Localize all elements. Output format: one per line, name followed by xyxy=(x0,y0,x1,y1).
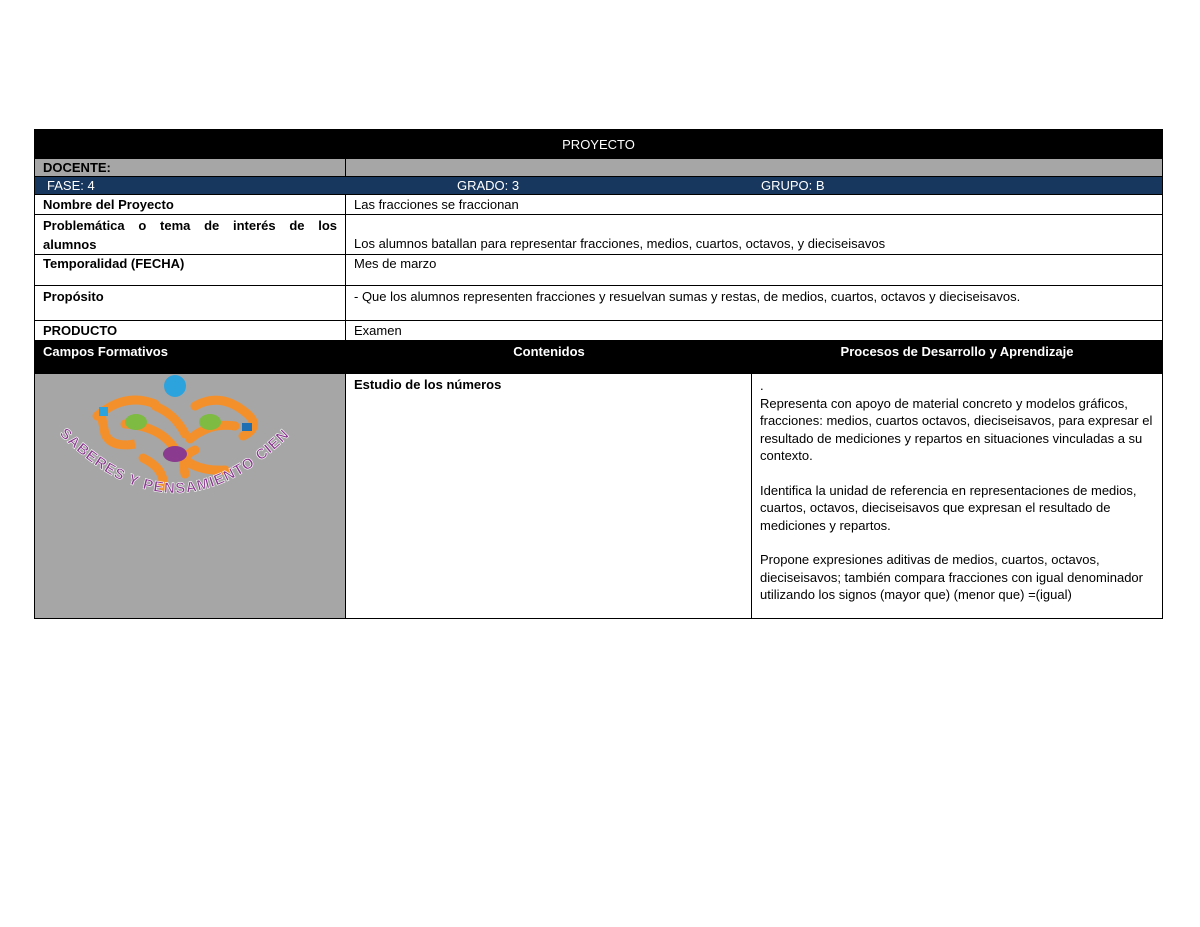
procesos-cell xyxy=(752,374,1162,618)
docente-row xyxy=(35,159,1162,177)
main-row xyxy=(35,374,1162,618)
campo-formativo-logo-icon xyxy=(35,374,346,618)
col-contenidos: Contenidos xyxy=(513,344,585,359)
temporalidad-label: Temporalidad (FECHA) xyxy=(35,255,346,285)
col-procesos: Procesos de Desarrollo y Aprendizaje xyxy=(840,344,1074,359)
proposito-value: - Que los alumnos representen fracciones y resuelvan sumas y restas, de medios, cuartos, octavos y dieciseisavos. xyxy=(354,289,1021,304)
problematica-value: Los alumnos batallan para representar fracciones, medios, cuartos, octavos, y dieciseisavos xyxy=(354,236,886,251)
temporalidad-row xyxy=(35,255,1162,286)
problematica-label: Problemática o tema de interés de los alumnos xyxy=(35,215,346,254)
grado-label: GRADO: 3 xyxy=(457,178,520,193)
page-title: PROYECTO xyxy=(562,136,635,152)
producto-value: Examen xyxy=(354,323,402,338)
col-campos-formativos: Campos Formativos xyxy=(43,344,168,359)
procesos-dot: . xyxy=(760,378,764,393)
nombre-value: Las fracciones se fraccionan xyxy=(354,197,519,212)
docente-value xyxy=(346,159,1162,176)
fase-row xyxy=(35,177,1162,195)
producto-row xyxy=(35,321,1162,341)
proposito-label: Propósito xyxy=(35,286,346,320)
grupo-label: GRUPO: B xyxy=(761,178,825,193)
docente-label: DOCENTE: xyxy=(35,159,346,176)
proceso-item: Propone expresiones aditivas de medios, cuartos, octavos, dieciseisavos; también compara fracciones con igual denominador utilizando los signos (mayor que) (menor que) =(igual) xyxy=(760,552,1143,602)
logo-text: SABERES Y PENSAMIENTO CIEN xyxy=(56,424,293,498)
problematica-row xyxy=(35,215,1162,255)
proceso-item: Identifica la unidad de referencia en representaciones de medios, cuartos, octavos, dieciseisavos que expresan el resultado de mediciones y repartos. xyxy=(760,482,1137,533)
project-table xyxy=(34,129,1163,619)
temporalidad-value: Mes de marzo xyxy=(354,256,437,271)
proposito-row xyxy=(35,286,1162,321)
campo-formativo-cell xyxy=(35,374,346,618)
nombre-label: Nombre del Proyecto xyxy=(35,195,346,214)
proceso-item: Representa con apoyo de material concreto y modelos gráficos, fracciones: medios, cuartos octavos, dieciseisavos, para expresar el resultado de mediciones y repartos en situaciones vinculadas a su contexto. xyxy=(760,395,1153,463)
contenido-cell: Estudio de los números xyxy=(346,374,752,618)
table-header-row xyxy=(35,341,1162,374)
nombre-row xyxy=(35,195,1162,215)
title-row xyxy=(35,130,1162,159)
fase-label: FASE: 4 xyxy=(47,178,95,193)
producto-label: PRODUCTO xyxy=(35,321,346,340)
